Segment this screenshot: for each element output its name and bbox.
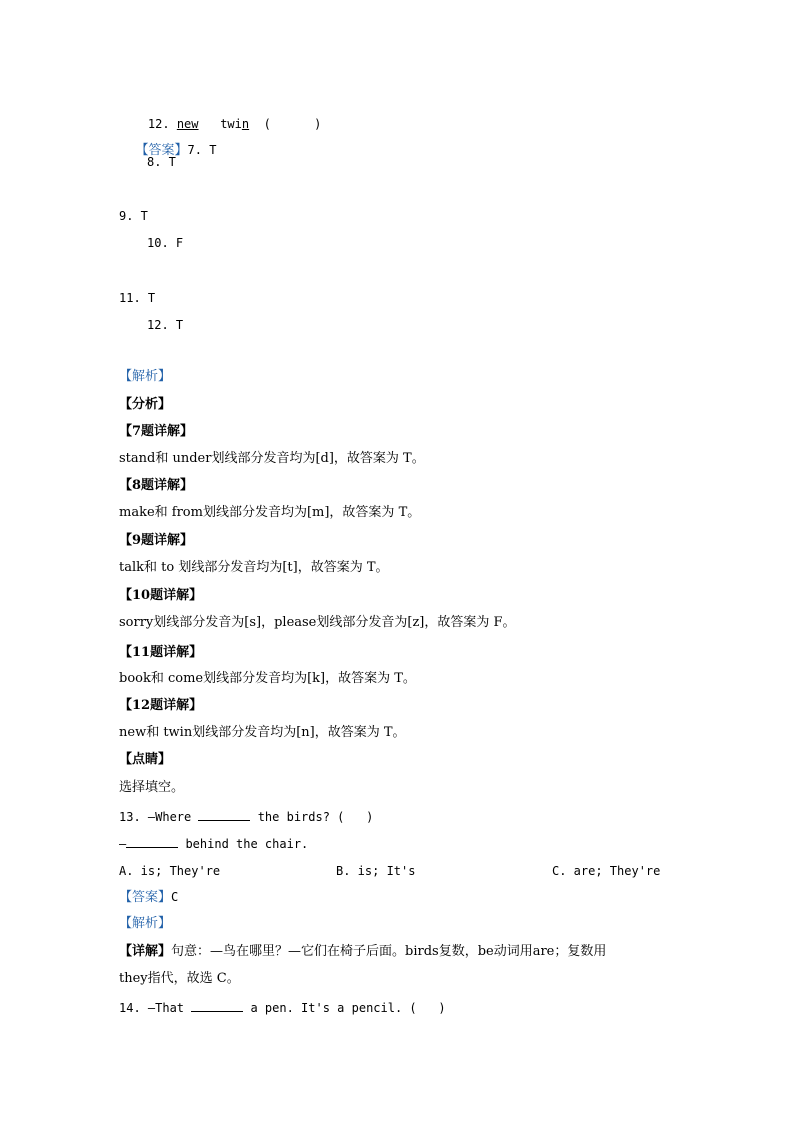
question-13: 13. —Where the birds? ( ) [119, 810, 374, 824]
word-new: new [176, 117, 199, 131]
question-14: 14. —That a pen. It's a pencil. ( ) [119, 1001, 446, 1015]
dianjing-body: 选择填空。 [119, 780, 185, 795]
blank-line [191, 999, 243, 1012]
option-b: B. is; It's [336, 864, 416, 878]
detail-8-body: make和 from划线部分发音均为[m]，故答案为 T。 [119, 505, 421, 520]
q13-analysis-tag: 【解析】 [119, 916, 172, 931]
analysis-tag: 【解析】 [119, 369, 172, 384]
detail-10-body: sorry划线部分发音为[s]，please划线部分发音为[z]，故答案为 F。 [119, 615, 516, 630]
question-12: 12. new twin ( ) [147, 117, 322, 131]
answer-8: 8. T [147, 155, 176, 169]
detail-7-body: stand和 under划线部分发音均为[d]，故答案为 T。 [119, 451, 425, 466]
detail-9-body: talk和 to 划线部分发音均为[t]，故答案为 T。 [119, 560, 389, 575]
q13-detail-2: they指代，故选 C。 [119, 971, 240, 986]
answer-10: 10. F [147, 236, 184, 250]
detail-12-body: new和 twin划线部分发音均为[n]，故答案为 T。 [119, 725, 406, 740]
word-twin-underlined: n [241, 117, 250, 131]
blank-line [198, 808, 250, 821]
q13-detail-1: 【详解】句意：—鸟在哪里？—它们在椅子后面。birds复数，be动词用are；复数用 [119, 944, 607, 959]
option-a: A. is; They're [119, 864, 221, 878]
detail-10-head: 【10题详解】 [119, 588, 203, 603]
blank-line [126, 835, 178, 848]
answer-tag: 【答案】 [135, 143, 188, 158]
fenxi-tag: 【分析】 [119, 397, 172, 412]
detail-7-head: 【7题详解】 [119, 424, 194, 439]
answer-line: 【答案】7. T [135, 143, 217, 158]
detail-9-head: 【9题详解】 [119, 533, 194, 548]
detail-8-head: 【8题详解】 [119, 478, 194, 493]
answer-11: 11. T [119, 291, 156, 305]
option-c: C. are; They're [552, 864, 661, 878]
question-13-reply: — behind the chair. [119, 837, 309, 851]
question-13-options [119, 862, 679, 880]
detail-12-head: 【12题详解】 [119, 698, 203, 713]
detail-11-head: 【11题详解】 [119, 645, 203, 660]
answer-12: 12. T [147, 318, 184, 332]
answer-9: 9. T [119, 209, 148, 223]
dianjing-tag: 【点睛】 [119, 752, 172, 767]
q13-answer-line: 【答案】C [119, 890, 179, 905]
detail-11-body: book和 come划线部分发音均为[k]，故答案为 T。 [119, 671, 416, 686]
